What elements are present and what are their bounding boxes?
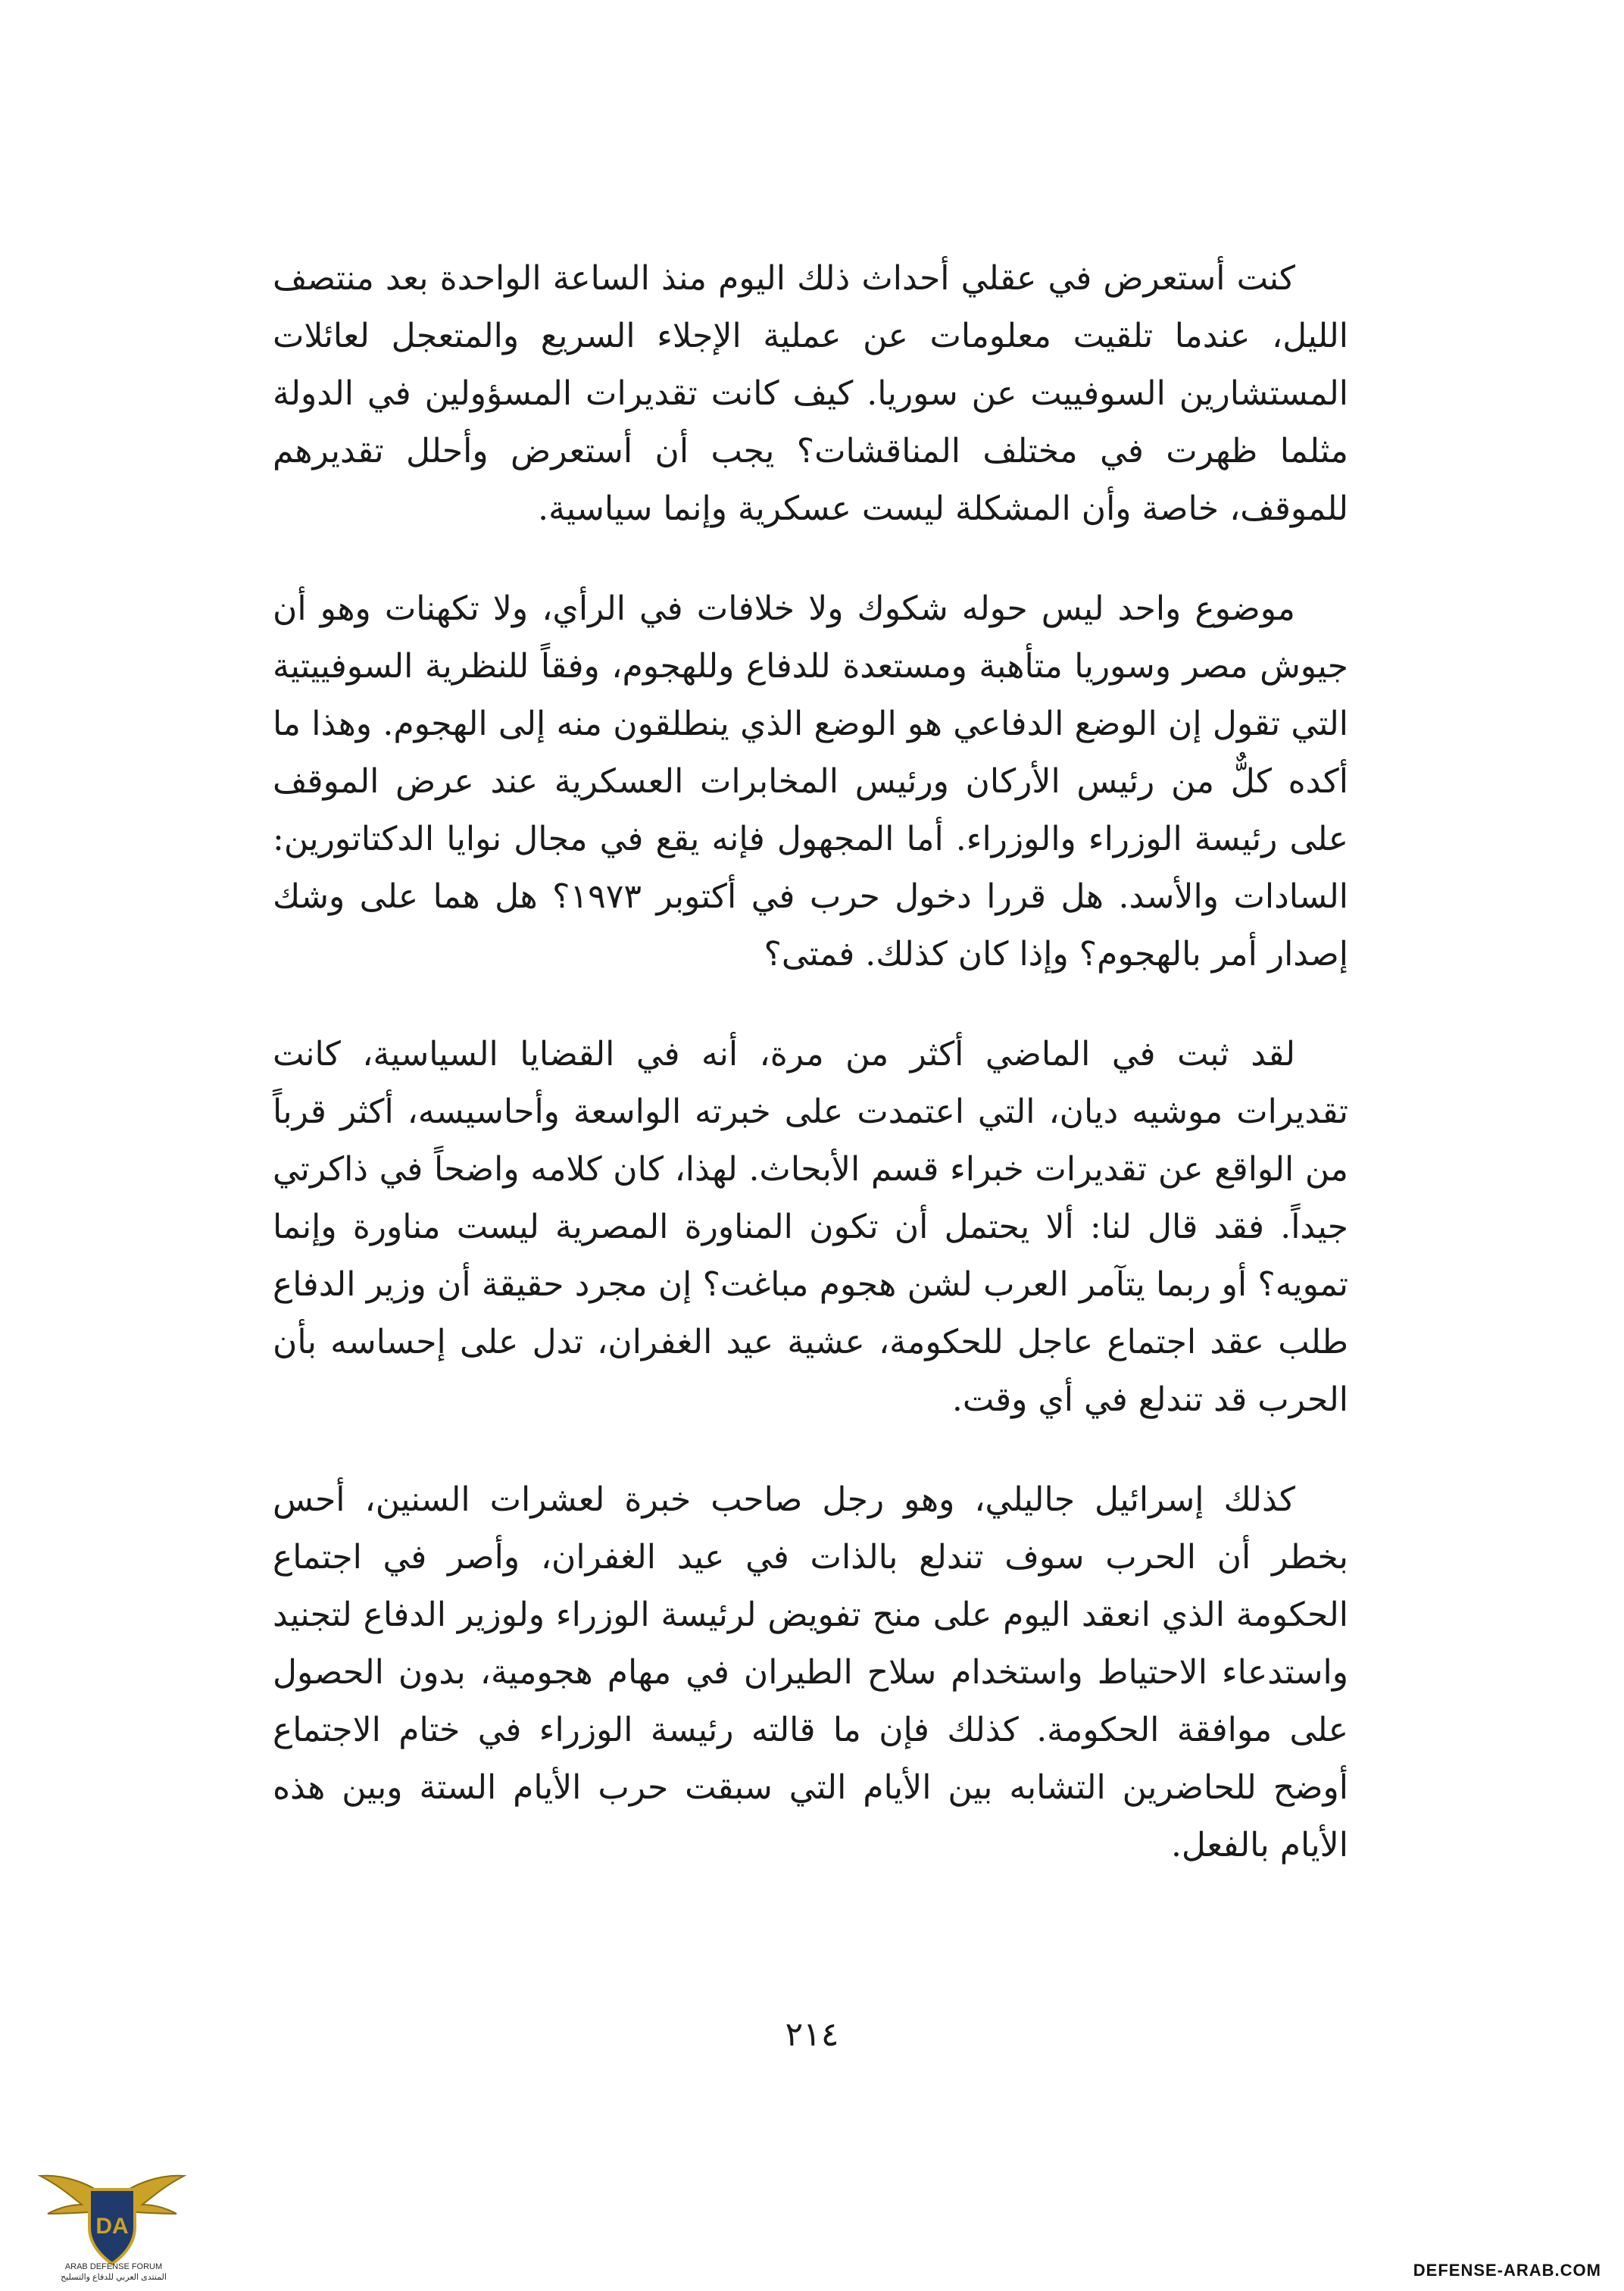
- paragraph-2: موضوع واحد ليس حوله شكوك ولا خلافات في الرأي، ولا تكهنات وهو أن جيوش مصر وسوريا متأهبة ومستعدة للدفاع وللهجوم، وفقاً للنظرية السوفييتية التي تقول إن الوضع الدفاعي هو الوضع الذي ينطلقون منه إلى الهجوم. وهذا ما أكده كلٌّ من رئيس الأركان ورئيس المخابرات العسكرية عند عرض الموقف على رئيسة الوزراء والوزراء. أما المجهول فإنه يقع في مجال نوايا الدكتاتورين: السادات والأسد. هل قررا دخول حرب في أكتوبر ١٩٧٣؟ هل هما على وشك إصدار أمر بالهجوم؟ وإذا كان كذلك. فمتى؟: [273, 589, 1349, 974]
- logo-caption-arabic: المنتدى العربي للدفاع والتسليح: [61, 2273, 167, 2282]
- paragraph-1: كنت أستعرض في عقلي أحداث ذلك اليوم منذ الساعة الواحدة بعد منتصف الليل، عندما تلقيت معلومات عن عملية الإجلاء السريع والمتعجل لعائلات المستشارين السوفييت عن سوريا. كيف كانت تقديرات المسؤولين في الدولة مثلما ظهرت في مختلف المناقشات؟ يجب أن أستعرض وأحلل تقديرهم للموقف، خاصة وأن المشكلة ليست عسكرية وإنما سياسية.: [273, 259, 1348, 528]
- logo-caption-english: ARAB DEFENSE FORUM: [64, 2262, 163, 2271]
- page-number: ٢١٤: [785, 2015, 839, 2054]
- body-text: [273, 250, 1348, 1917]
- paragraph-4: كذلك إسرائيل جاليلي، وهو رجل صاحب خبرة لعشرات السنين، أحس بخطر أن الحرب سوف تندلع بالذات في عيد الغفران، وأصر في اجتماع الحكومة الذي انعقد اليوم على منح تفويض لرئيسة الوزراء ولوزير الدفاع لتجنيد واستدعاء الاحتياط واستخدام سلاح الطيران في مهام هجومية، بدون الحصول على موافقة الحكومة. كذلك فإن ما قالته رئيسة الوزراء في ختام الاجتماع أوضح للحاضرين التشابه بين الأيام التي سبقت حرب الأيام الستة وبين هذه الأيام بالفعل.: [273, 1480, 1348, 1864]
- logo-letters: DA: [95, 2214, 129, 2239]
- logo-caption: [30, 2261, 197, 2283]
- site-url: DEFENSE-ARAB.COM: [1413, 2261, 1601, 2280]
- paragraph-3: لقد ثبت في الماضي أكثر من مرة، أنه في القضايا السياسية، كانت تقديرات موشيه ديان، التي اعتمدت على خبرته الواسعة وأحاسيسه، أكثر قرباً من الواقع عن تقديرات خبراء قسم الأبحاث. لهذا، كان كلامه واضحاً في ذاكرتي جيداً. فقد قال لنا: ألا يحتمل أن تكون المناورة المصرية ليست مناورة وإنما تمويه؟ أو ربما يتآمر العرب لشن هجوم مباغت؟ إن مجرد حقيقة أن وزير الدفاع طلب عقد اجتماع عاجل للحكومة، عشية عيد الغفران، تدل على إحساسه بأن الحرب قد تندلع في أي وقت.: [273, 1035, 1348, 1419]
- arab-defense-forum-logo-icon: [36, 2129, 188, 2280]
